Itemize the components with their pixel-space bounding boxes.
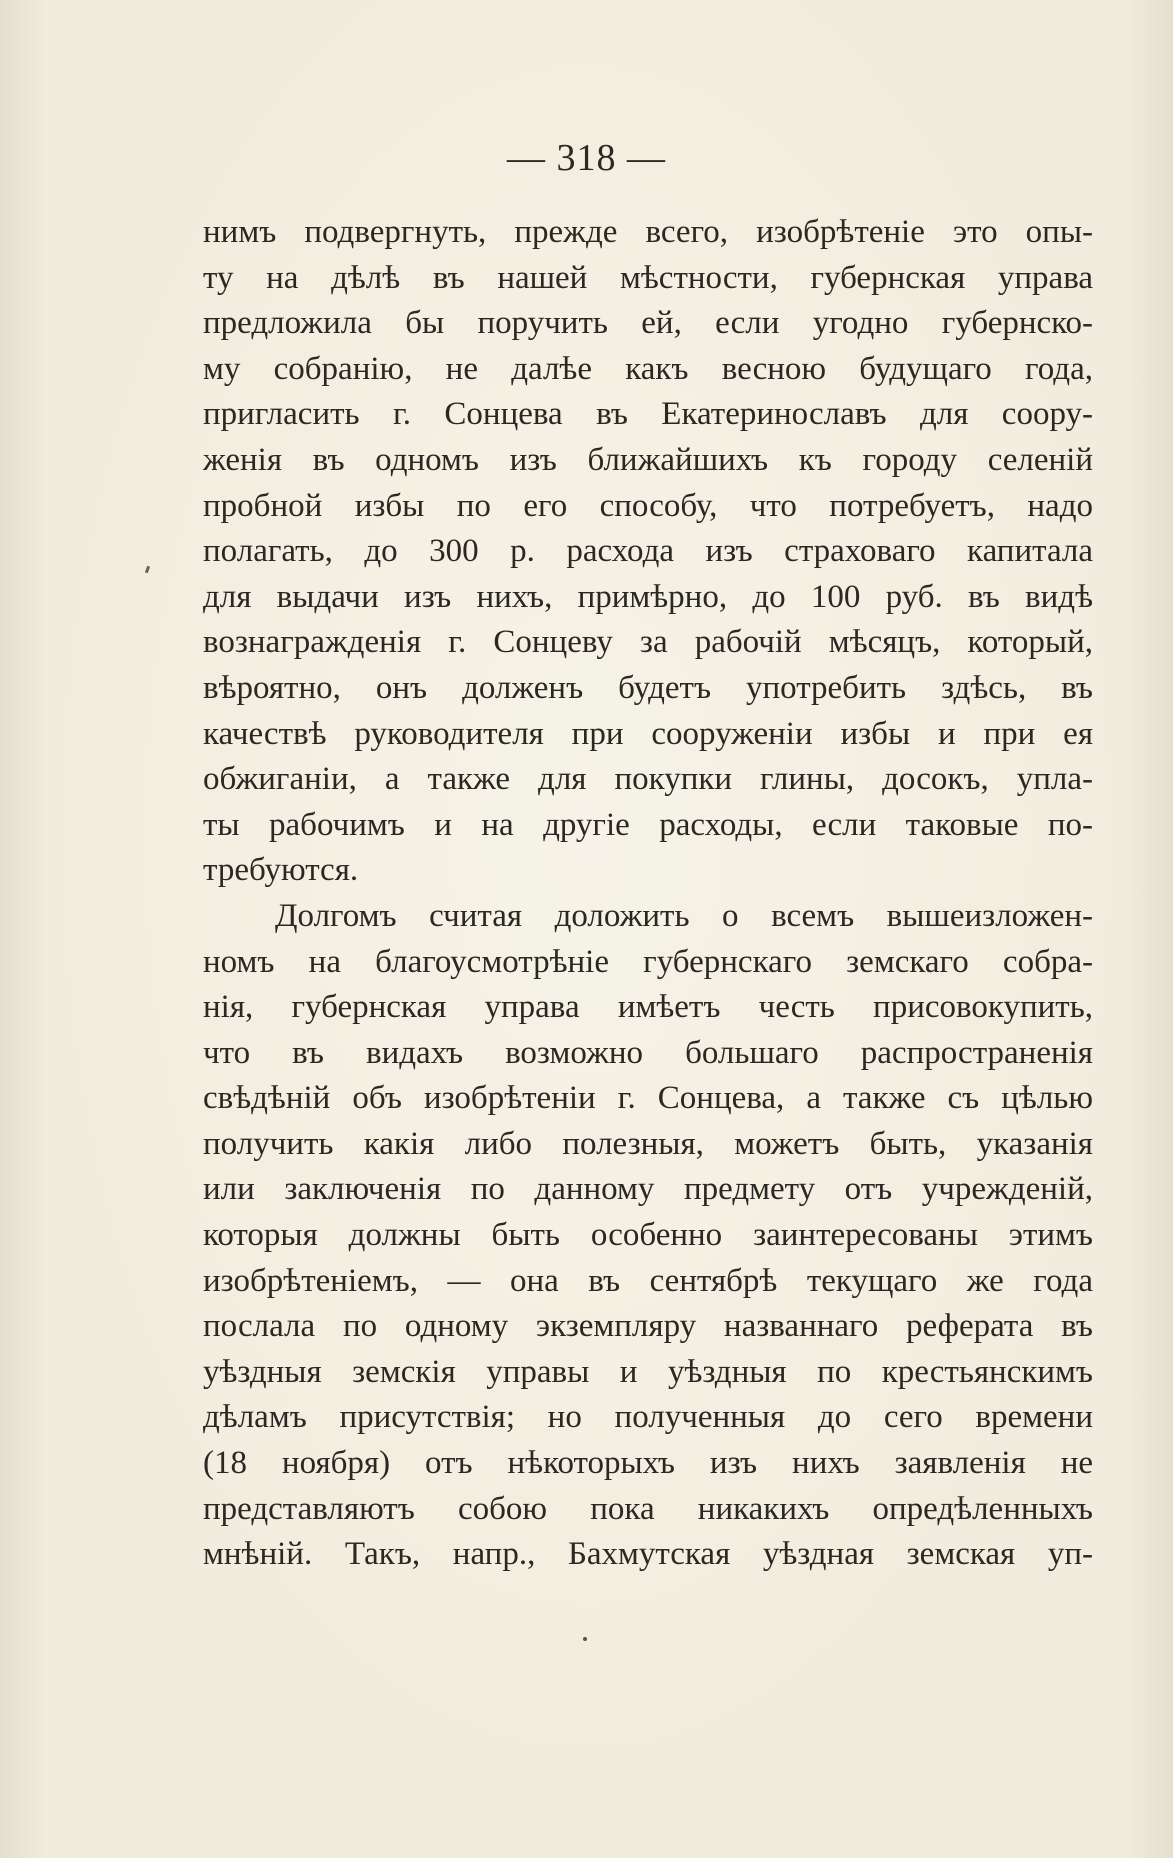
text-line: полагать, до 300 р. расхода изъ страховаго капитала	[203, 533, 1093, 570]
paragraph-2	[203, 894, 1093, 1578]
text-line: ту на дѣлѣ въ нашей мѣстности, губернская управа	[203, 259, 1093, 296]
text-line: обжиганіи, а также для покупки глины, досокъ, упла-	[203, 761, 1093, 798]
paragraph-1	[203, 210, 1093, 894]
text-line: получить какія либо полезныя, можетъ быть, указанія	[203, 1125, 1093, 1162]
margin-mark	[145, 566, 150, 574]
text-line: которыя должны быть особенно заинтересованы этимъ	[203, 1217, 1093, 1254]
text-line: что въ видахъ возможно большаго распространенія	[203, 1034, 1093, 1071]
text-line: женія въ одномъ изъ ближайшихъ къ городу селеній	[203, 441, 1093, 478]
text-line: нимъ подвергнуть, прежде всего, изобрѣтеніе это опы-	[203, 214, 1093, 250]
text-line: вѣроятно, онъ долженъ будетъ употребить здѣсь, въ	[203, 669, 1093, 706]
text-line: му собранію, не далѣе какъ весною будущаго года,	[203, 350, 1093, 387]
text-line: изобрѣтеніемъ, — она въ сентябрѣ текущаго же года	[203, 1262, 1093, 1299]
text-line: Долгомъ считая доложить о всемъ вышеизложен-	[275, 897, 1093, 934]
text-line: ты рабочимъ и на другіе расходы, если таковые по-	[203, 806, 1093, 843]
text-line: вознагражденія г. Сонцеву за рабочій мѣсяцъ, который,	[203, 624, 1093, 661]
body-text	[203, 210, 1093, 1578]
text-line: требуются.	[203, 852, 359, 889]
text-line: пробной избы по его способу, что потребуетъ, надо	[203, 487, 1093, 524]
text-line: предложила бы поручить ей, если угодно губернско-	[203, 305, 1093, 342]
ink-dot	[583, 1637, 587, 1641]
text-line: качествѣ руководителя при сооруженіи избы и при ея	[203, 715, 1093, 752]
text-line: представляютъ собою пока никакихъ опредѣленныхъ	[203, 1490, 1093, 1527]
text-line: для выдачи изъ нихъ, примѣрно, до 100 руб. въ видѣ	[203, 578, 1093, 615]
text-line: или заключенія по данному предмету отъ учрежденій,	[203, 1171, 1093, 1208]
text-line: нія, губернская управа имѣетъ честь присовокупить,	[203, 989, 1093, 1026]
text-line: свѣдѣній объ изобрѣтеніи г. Сонцева, а также съ цѣлью	[203, 1080, 1093, 1117]
text-line: мнѣній. Такъ, напр., Бахмутская уѣздная земская уп-	[203, 1536, 1093, 1573]
text-line: пригласить г. Сонцева въ Екатеринославъ для соору-	[203, 396, 1093, 433]
page-number: — 318 —	[507, 137, 666, 179]
text-line: (18 ноября) отъ нѣкоторыхъ изъ нихъ заявленія не	[203, 1445, 1093, 1482]
text-line: номъ на благоусмотрѣніе губернскаго земскаго собра-	[203, 943, 1093, 980]
text-line: послала по одному экземпляру названнаго реферата въ	[203, 1308, 1093, 1345]
text-line: уѣздныя земскія управы и уѣздныя по крестьянскимъ	[203, 1353, 1093, 1390]
text-line: дѣламъ присутствія; но полученныя до сего времени	[203, 1399, 1093, 1436]
